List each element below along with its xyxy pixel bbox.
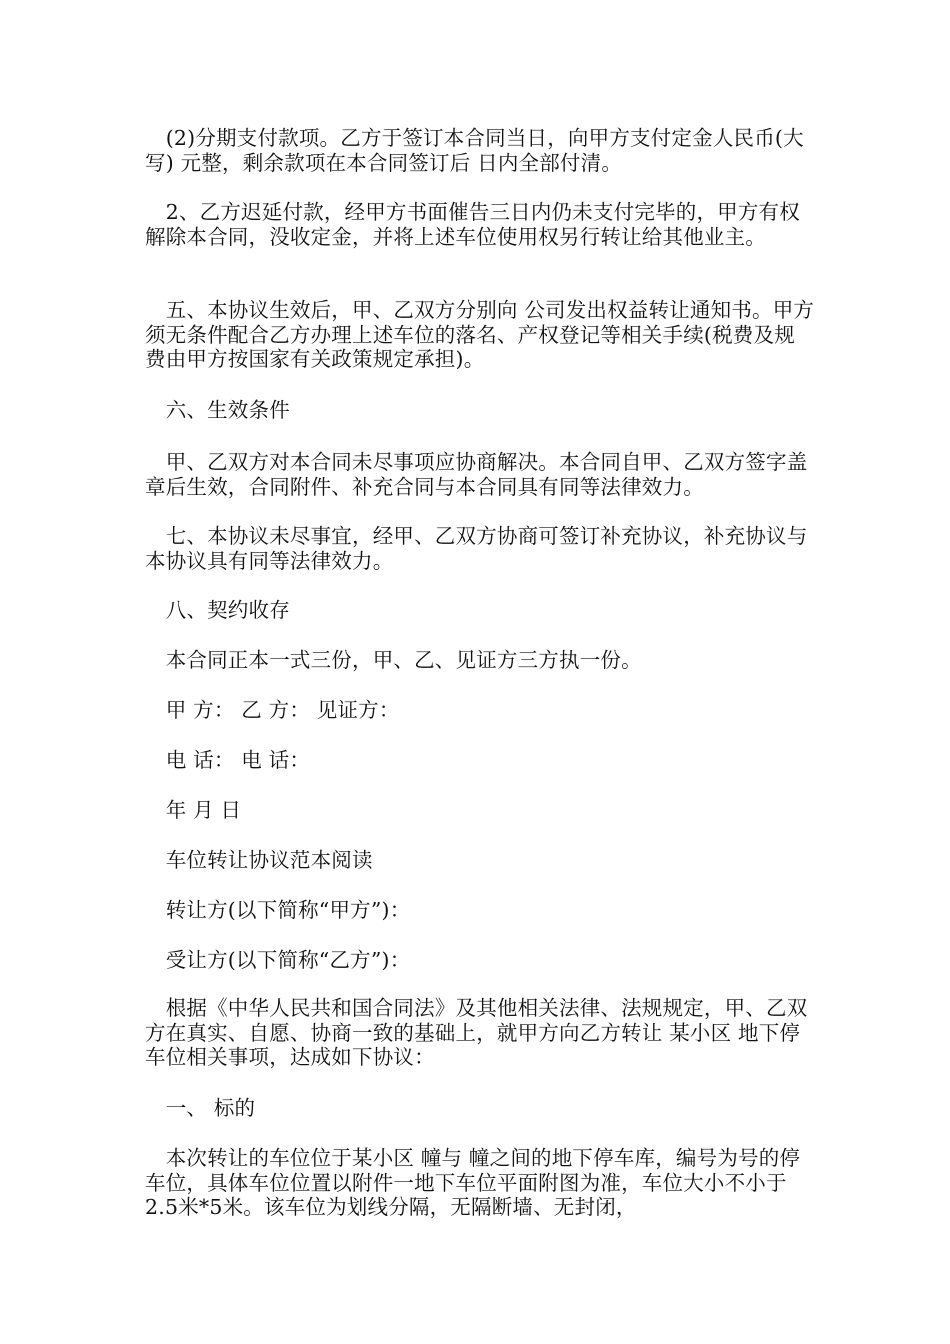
paragraph-contract-copies: 本合同正本一式三份，甲、乙、见证方三方执一份。: [145, 648, 642, 672]
paragraph-effective-conditions: 甲、乙双方对本合同未尽事项应协商解决。本合同自甲、乙双方签字盖章后生效，合同附件、补充合同与本合同具有同等法律效力。: [145, 450, 808, 499]
paragraph-parking-location: 本次转让的车位位于某小区 幢与 幢之间的地下停车库，编号为号的停车位，具体车位位置以附件一地下车位平面附图为准，车位大小不小于2.5米*5米。该车位为划线分隔，无隔断墙、无封闭，: [145, 1146, 801, 1219]
transferor-line: 转让方(以下简称“甲方”)：: [145, 898, 411, 922]
heading-contract-copies: 八、契约收存: [145, 598, 290, 622]
section-title-parking-transfer: 车位转让协议范本阅读: [145, 848, 373, 872]
signature-parties-line: 甲 方： 乙 方： 见证方：: [145, 698, 400, 722]
paragraph-late-payment: 2、乙方迟延付款，经甲方书面催告三日内仍未支付完毕的，甲方有权解除本合同，没收定金，并将上述车位使用权另行转让给其他业主。: [145, 200, 800, 249]
heading-subject-matter: 一、 标的: [145, 1096, 256, 1120]
transferee-line: 受让方(以下简称“乙方”)：: [145, 948, 411, 972]
paragraph-legal-basis: 根据《中华人民共和国合同法》及其他相关法律、法规规定，甲、乙双方在真实、自愿、协商一致的基础上，就甲方向乙方转让 某小区 地下停车位相关事项，达成如下协议：: [145, 996, 808, 1069]
heading-effective-conditions: 六、生效条件: [145, 398, 290, 422]
paragraph-clause-seven: 七、本协议未尽事宜，经甲、乙双方协商可签订补充协议，补充协议与本协议具有同等法律效力。: [145, 524, 808, 573]
paragraph-clause-five: 五、本协议生效后，甲、乙双方分别向 公司发出权益转让通知书。甲方须无条件配合乙方办理上述车位的落名、产权登记等相关手续(税费及规费由甲方按国家有关政策规定承担)。: [145, 298, 815, 371]
phone-line: 电 话： 电 话：: [145, 748, 311, 772]
date-line: 年 月 日: [145, 798, 242, 822]
paragraph-installment-payment: (2)分期支付款项。乙方于签订本合同当日，向甲方支付定金人民币(大写) 元整，剩余款项在本合同签订后 日内全部付清。: [145, 126, 804, 175]
